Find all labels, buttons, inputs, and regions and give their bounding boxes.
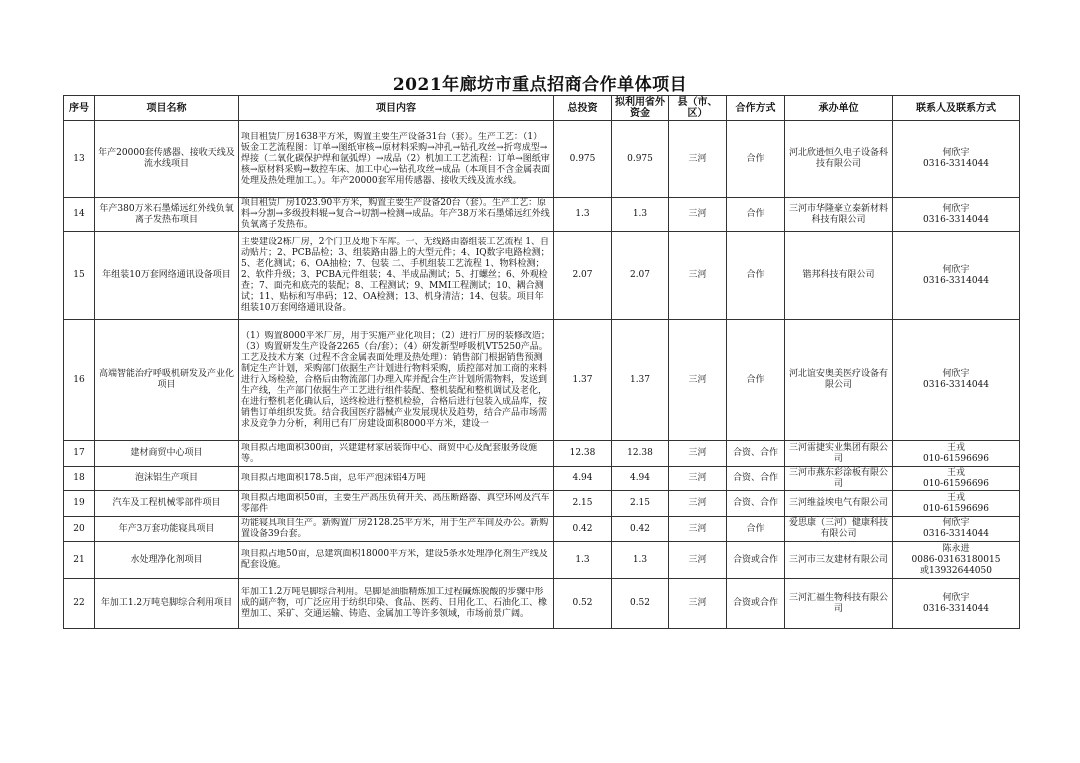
row-mode: 合作 (727, 232, 785, 320)
contact-phone-alt: 或13932644050 (920, 565, 992, 576)
row-external: 0.52 (612, 579, 669, 629)
row-org: 河北欣逊恒久电子设备科技有限公司 (785, 121, 893, 198)
row-org: 三河市三友建材有限公司 (785, 542, 893, 579)
table-row (64, 121, 1020, 198)
row-external: 0.42 (612, 517, 669, 542)
row-county: 三河 (669, 579, 727, 629)
row-external: 4.94 (612, 467, 669, 491)
contact-phone: 0316-3314044 (922, 275, 990, 286)
table-row (64, 491, 1020, 517)
row-mode: 合作 (727, 198, 785, 232)
row-mode: 合资、合作 (727, 467, 785, 491)
row-invest: 0.52 (554, 579, 612, 629)
contact-phone: 0316-3314044 (922, 159, 990, 169)
header-external: 拟利用省外资金 (612, 96, 669, 121)
row-invest: 1.3 (554, 542, 612, 579)
header-content: 项目内容 (239, 96, 554, 121)
row-mode: 合作 (727, 121, 785, 198)
row-no: 22 (64, 579, 95, 629)
table-row (64, 579, 1020, 629)
row-content (239, 441, 554, 467)
row-content (239, 579, 554, 629)
row-mode: 合作 (727, 320, 785, 441)
row-contact (893, 579, 1020, 629)
row-mode: 合作 (727, 517, 785, 542)
table-row (64, 542, 1020, 579)
row-county: 三河 (669, 198, 727, 232)
row-content (239, 121, 554, 198)
row-mode: 合资、合作 (727, 491, 785, 517)
row-external: 2.07 (612, 232, 669, 320)
row-no: 17 (64, 441, 95, 467)
row-org: 锴邦科技有限公司 (785, 232, 893, 320)
row-external: 1.37 (612, 320, 669, 441)
row-invest: 4.94 (554, 467, 612, 491)
contact-name: 何欣宇 (942, 369, 970, 379)
table-row (64, 232, 1020, 320)
row-county: 三河 (669, 467, 727, 491)
table-row (64, 467, 1020, 491)
row-content (239, 232, 554, 320)
row-county: 三河 (669, 232, 727, 320)
row-content (239, 542, 554, 579)
contact-phone: 0086-03163180015 (911, 554, 1001, 565)
contact-phone: 0316-3314044 (922, 380, 990, 390)
header-name: 项目名称 (95, 96, 239, 121)
row-name: 汽车及工程机械零部件项目 (95, 491, 239, 517)
row-name: 年产20000套传感器、接收天线及流水线项目 (95, 121, 239, 198)
row-invest: 0.42 (554, 517, 612, 542)
contact-phone: 0316-3314044 (922, 529, 990, 539)
row-org: 三河雷捷实业集团有限公司 (785, 441, 893, 467)
contact-name: 何欣宇 (942, 518, 970, 528)
row-contact (893, 121, 1020, 198)
contact-name: 王戎 (946, 492, 965, 503)
row-invest: 12.38 (554, 441, 612, 467)
table-row (64, 517, 1020, 542)
page-title: 2021年廊坊市重点招商合作单体项目 (392, 75, 688, 95)
row-county: 三河 (669, 121, 727, 198)
row-no: 14 (64, 198, 95, 232)
row-org: 三河市华隆豪立泰新材料科技有限公司 (785, 198, 893, 232)
contact-name: 何欣宇 (942, 264, 970, 275)
header-no: 序号 (64, 96, 95, 121)
header-invest: 总投资 (554, 96, 612, 121)
row-no: 19 (64, 491, 95, 517)
row-content-text: 项目拟占地面积178.5亩，总年产泡沫铝4万吨 (241, 473, 426, 483)
row-name: 水处理净化剂项目 (95, 542, 239, 579)
row-name: 年产380万米石墨烯远红外线负氧离子发热布项目 (95, 198, 239, 232)
contact-phone: 010-61596696 (922, 453, 990, 464)
row-name: 泡沫铝生产项目 (95, 467, 239, 491)
row-content-text: 项目拟占地50亩，总建筑面积18000平方米，建设5条水处理净化剂生产线及配套设施。 (241, 549, 548, 570)
row-content-text: 年加工1.2万吨皂脚综合利用。皂脚是油脂精炼加工过程碱炼脱酸的步骤中形成的副产物，可广泛应用于纺织印染、食品、医药、日用化工、石油化工、橡塑加工、采矿、交通运输、铸造、金属加工等许多领域，市场前景广阔。 (241, 587, 548, 619)
row-contact (893, 232, 1020, 320)
row-contact (893, 198, 1020, 232)
contact-name: 何欣宇 (942, 148, 970, 158)
row-invest: 1.3 (554, 198, 612, 232)
projects-table (63, 95, 1020, 629)
table-row (64, 320, 1020, 441)
row-external: 12.38 (612, 441, 669, 467)
row-name: 年加工1.2万吨皂脚综合利用项目 (95, 579, 239, 629)
row-org: 河北谊安奥美医疗设备有限公司 (785, 320, 893, 441)
contact-name: 陈永进 (942, 543, 970, 554)
row-no: 20 (64, 517, 95, 542)
row-content-text: 项目租赁厂房1023.90平方米，购置主要生产设备20台（套）。生产工艺：原料→分割→多级投料辊→复合→切割→检测→成品。年产38万米石墨烯远红外线负氧离子发热布。 (241, 198, 550, 230)
contact-phone: 0316-3314044 (922, 214, 990, 225)
contact-name: 王戎 (946, 442, 965, 453)
contact-name: 王戎 (946, 467, 965, 478)
row-county: 三河 (669, 441, 727, 467)
row-content-text: 功能寝具项目生产。新购置厂房2128.25平方米，用于生产车间及办公。新购置设备39台套。 (241, 518, 549, 539)
row-invest: 2.07 (554, 232, 612, 320)
row-county: 三河 (669, 320, 727, 441)
contact-name: 何欣宇 (942, 203, 970, 214)
row-invest: 2.15 (554, 491, 612, 517)
row-name: 高端智能治疗呼吸机研发及产业化项目 (95, 320, 239, 441)
row-no: 13 (64, 121, 95, 198)
row-no: 15 (64, 232, 95, 320)
row-contact (893, 441, 1020, 467)
row-external: 0.975 (612, 121, 669, 198)
row-no: 21 (64, 542, 95, 579)
header-contact: 联系人及联系方式 (893, 96, 1020, 121)
row-content-text: 项目租赁厂房1638平方米，购置主要生产设备31台（套）。生产工艺：（1）钣金工艺流程图：订单→图纸审核→原材料采购→冲孔→钻孔攻丝→折弯成型→焊接（二氧化碳保护焊和氩弧焊）→成品（2）机加工工艺流程：订单→图纸审核→原材料采购→数控车床、加工中心→钻孔攻丝→成品（本项目不含金属表面处理及热处理加工。）。年产20000套军用传感器、接收天线及流水线。 (241, 131, 551, 186)
table-header-row (64, 96, 1020, 121)
row-external: 1.3 (612, 198, 669, 232)
contact-phone: 010-61596696 (922, 478, 990, 489)
row-invest: 0.975 (554, 121, 612, 198)
row-contact (893, 467, 1020, 491)
row-name: 年产3万套功能寝具项目 (95, 517, 239, 542)
row-content-text: （1）购置8000平米厂房，用于实施产业化项目；（2）进行厂房的装修改造；（3）购置研发生产设备2265（台/套）；（4）研发新型呼吸机VT5250产品。工艺及技术方案（过程不含金属表面处理及热处理）：销售部门根据销售预测制定生产计划，采购部门依据生产计划进行物料采购，质控部对加工商的来料进行入场检验，合格后由物流部门办理入库并配合生产计划所需物料，发送到生产线，生产部门依据生产工艺进行组件装配、整机装配和整机调试及老化，在进行整机老化确认后，送终检进行整机检验，合格后进行包装入成品库，按销售订单组织发货。结合我国医疗器械产业发展现状及趋势，结合产品市场需求及竞争力分析，利用已有厂房建设面积8000平方米，建设一 (241, 330, 550, 429)
row-invest: 1.37 (554, 320, 612, 441)
header-org: 承办单位 (785, 96, 893, 121)
row-name: 建材商贸中心项目 (95, 441, 239, 467)
contact-phone: 010-61596696 (922, 503, 990, 514)
row-content (239, 467, 554, 491)
row-name: 年组装10万套网络通讯设备项目 (95, 232, 239, 320)
row-county: 三河 (669, 542, 727, 579)
row-content (239, 320, 554, 441)
row-no: 16 (64, 320, 95, 441)
row-external: 1.3 (612, 542, 669, 579)
row-county: 三河 (669, 517, 727, 542)
row-content (239, 198, 554, 232)
header-county: 县（市、区） (669, 96, 727, 121)
row-content (239, 517, 554, 542)
row-content-text: 项目拟占地面积300亩，兴建建材家居装饰中心、商贸中心及配套服务设施等。 (241, 442, 538, 464)
row-county: 三河 (669, 491, 727, 517)
contact-phone: 0316-3314044 (922, 603, 990, 614)
header-mode: 合作方式 (727, 96, 785, 121)
row-org: 三河市燕东彩涂板有限公司 (785, 467, 893, 491)
row-org: 三河维益埃电气有限公司 (785, 491, 893, 517)
contact-name: 何欣宇 (942, 592, 970, 603)
row-mode: 合资或合作 (727, 542, 785, 579)
row-no: 18 (64, 467, 95, 491)
row-content-text: 主要建设2栋厂房，2个门卫及地下车库。一、无线路由器组装工艺流程 1、自动贴片；2、PCB品检；3、组装路由器上的大型元件；4、IQ数字电路检测；5、老化测试；6、OA抽检；7、包装 二、手机组装工艺流程 1、物料检测；2、软件升级；3、PCBA元件组装；4、半成品测试；5、打螺丝；6、外观检查；7、面壳和底壳的装配；8、工程测试；9、MMI工程测试；10、耦合测试；11、贴标和写串码；12、OA检测；13、机身清洁；14、包装。项目年组装10万套网络通讯设备。 (241, 237, 550, 313)
table-row (64, 441, 1020, 467)
row-contact (893, 320, 1020, 441)
row-mode: 合资、合作 (727, 441, 785, 467)
row-content-text: 项目拟占地面积50亩，主要生产高压负荷开关、高压断路器、真空环网及汽车零部件 (241, 492, 550, 514)
row-org: 三河汇福生物科技有限公司 (785, 579, 893, 629)
row-contact (893, 517, 1020, 542)
row-contact (893, 542, 1020, 579)
row-org: 爱思康（三河）健康科技有限公司 (785, 517, 893, 542)
row-contact (893, 491, 1020, 517)
row-mode: 合资或合作 (727, 579, 785, 629)
table-row (64, 198, 1020, 232)
row-external: 2.15 (612, 491, 669, 517)
row-content (239, 491, 554, 517)
